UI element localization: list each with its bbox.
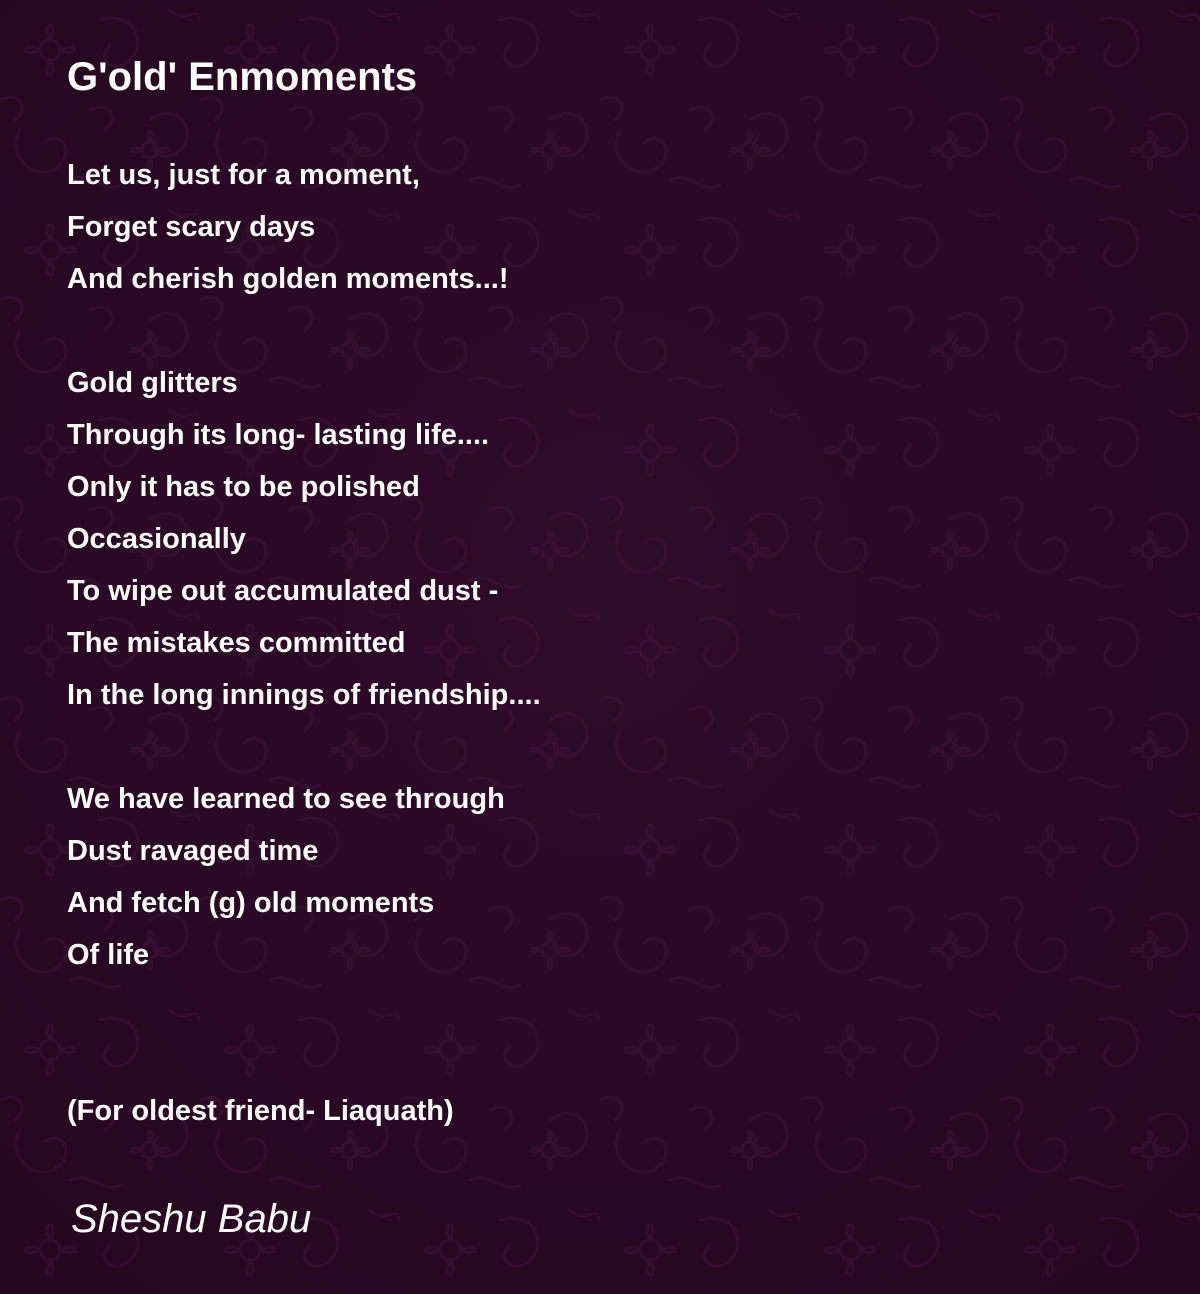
stanza-break	[67, 305, 1147, 357]
poem-line: In the long innings of friendship....	[67, 679, 541, 711]
poem-body	[67, 149, 1147, 1137]
poem-line: Through its long- lasting life....	[67, 419, 490, 451]
poem-title: G'old' Enmoments	[67, 55, 418, 99]
poem-line: Forget scary days	[67, 211, 316, 243]
stanza-break	[67, 1033, 1147, 1085]
poem-line: To wipe out accumulated dust -	[67, 575, 499, 607]
poem-line: (For oldest friend- Liaquath)	[67, 1095, 454, 1127]
poem-author: Sheshu Babu	[71, 1197, 312, 1241]
poem-line: Of life	[67, 939, 150, 971]
stanza-break	[67, 721, 1147, 773]
poem-line: Only it has to be polished	[67, 471, 420, 503]
poem-line: Occasionally	[67, 523, 246, 555]
poem-line: And fetch (g) old moments	[67, 887, 435, 919]
poem-line: Gold glitters	[67, 367, 238, 399]
poem-line: Dust ravaged time	[67, 835, 319, 867]
poem-line: And cherish golden moments...!	[67, 263, 509, 295]
poem-line: We have learned to see through	[67, 783, 505, 815]
stanza-break	[67, 981, 1147, 1033]
poem-line: The mistakes committed	[67, 627, 406, 659]
poem-line: Let us, just for a moment,	[67, 159, 420, 191]
